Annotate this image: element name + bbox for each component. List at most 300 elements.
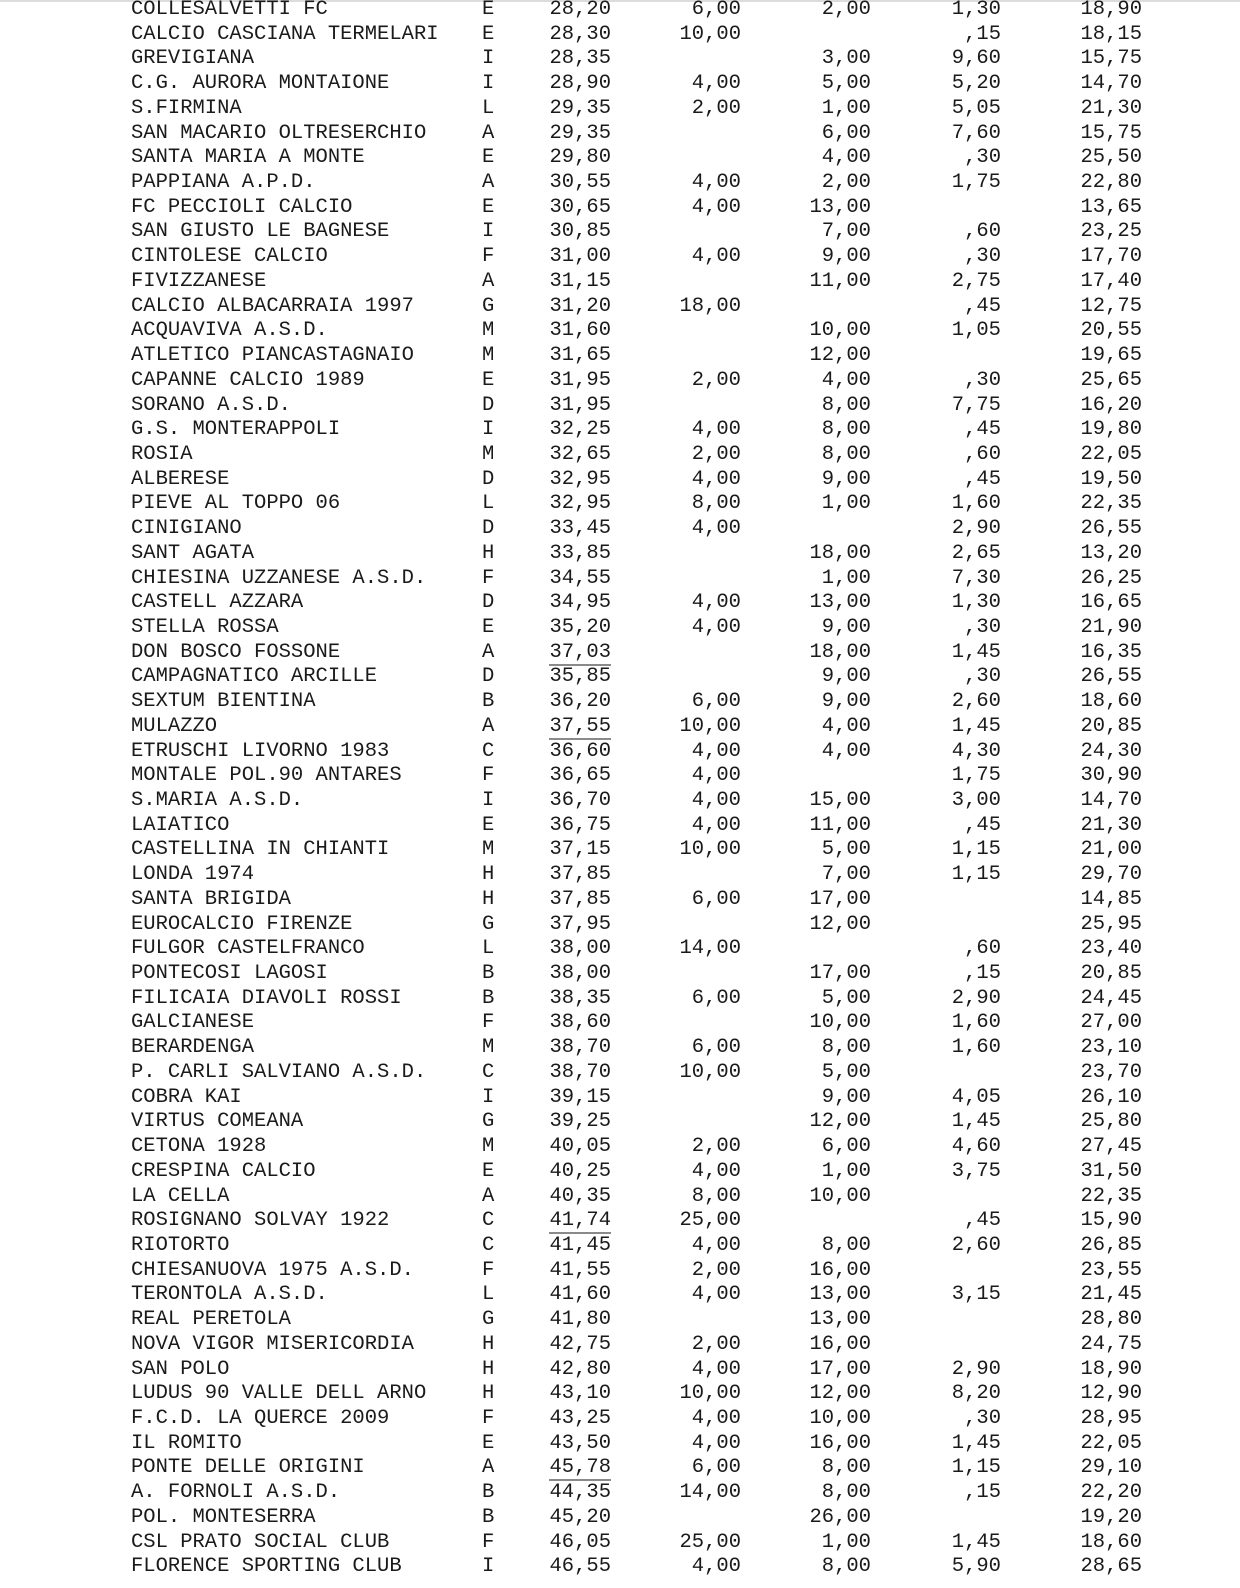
- value-col-4: 1,30: [951, 0, 1001, 21]
- value-col-1: 40,05: [549, 1135, 611, 1159]
- group-letter: G: [482, 1110, 495, 1134]
- value-col-5: 22,35: [1080, 492, 1142, 516]
- table-row: [0, 344, 1240, 369]
- team-name: CAPANNE CALCIO 1989: [131, 368, 365, 392]
- value-col-4: 1,15: [951, 838, 1001, 862]
- value-col-4: 1,60: [951, 1011, 1001, 1035]
- value-col-2: 4,00: [691, 739, 741, 763]
- value-col-1: 38,70: [549, 1036, 611, 1060]
- table-row: [0, 665, 1240, 690]
- value-col-4: 1,05: [951, 319, 1001, 343]
- team-name: CHIESINA UZZANESE A.S.D.: [131, 566, 427, 590]
- team-name: CHIESANUOVA 1975 A.S.D.: [131, 1258, 414, 1282]
- value-col-4: 1,15: [951, 863, 1001, 887]
- table-row: [0, 987, 1240, 1012]
- value-col-3: 4,00: [821, 739, 871, 763]
- table-row: [0, 468, 1240, 493]
- team-name: MONTALE POL.90 ANTARES: [131, 764, 402, 788]
- value-col-5: 28,80: [1080, 1308, 1142, 1332]
- team-name: SANTA BRIGIDA: [131, 887, 291, 911]
- group-letter: H: [482, 1357, 495, 1381]
- group-letter: M: [482, 838, 495, 862]
- value-col-1: 32,95: [549, 467, 611, 491]
- value-col-2: 2,00: [691, 1258, 741, 1282]
- value-col-5: 23,55: [1080, 1258, 1142, 1282]
- value-col-4: ,15: [964, 962, 1001, 986]
- value-col-2: 4,00: [691, 72, 741, 96]
- group-letter: M: [482, 319, 495, 343]
- value-col-2: 4,00: [691, 813, 741, 837]
- value-col-4: ,60: [964, 937, 1001, 961]
- table-row: [0, 122, 1240, 147]
- team-name: FC PECCIOLI CALCIO: [131, 195, 353, 219]
- value-col-3: 10,00: [809, 319, 871, 343]
- value-col-5: 26,55: [1080, 665, 1142, 689]
- table-row: [0, 0, 1240, 23]
- value-col-5: 19,50: [1080, 467, 1142, 491]
- value-col-3: 6,00: [821, 121, 871, 145]
- value-col-1: 31,95: [549, 393, 611, 417]
- value-col-5: 30,90: [1080, 764, 1142, 788]
- value-col-1: [546, 715, 611, 740]
- group-letter: A: [482, 1456, 495, 1480]
- table-row: [0, 1185, 1240, 1210]
- value-col-5: 18,90: [1080, 1357, 1142, 1381]
- value-col-4: 1,60: [951, 1036, 1001, 1060]
- group-letter: L: [482, 937, 495, 961]
- value-col-3: 9,00: [821, 665, 871, 689]
- value-col-4: 1,45: [951, 1110, 1001, 1134]
- value-col-1: 37,85: [549, 887, 611, 911]
- value-col-3: 16,00: [809, 1431, 871, 1455]
- value-col-5: 27,00: [1080, 1011, 1142, 1035]
- value-col-5: 20,55: [1080, 319, 1142, 343]
- table-row: [0, 690, 1240, 715]
- value-col-3: 3,00: [821, 47, 871, 71]
- team-name: C.G. AURORA MONTAIONE: [131, 72, 390, 96]
- value-col-3: 13,00: [809, 1283, 871, 1307]
- value-col-5: 16,20: [1080, 393, 1142, 417]
- value-col-4: 1,45: [951, 714, 1001, 738]
- value-col-4: ,45: [964, 813, 1001, 837]
- value-col-3: 16,00: [809, 1258, 871, 1282]
- value-col-1: 38,00: [549, 962, 611, 986]
- value-col-3: 11,00: [809, 813, 871, 837]
- value-col-1: 41,55: [549, 1258, 611, 1282]
- team-name: RIOTORTO: [131, 1233, 230, 1257]
- value-col-2: 6,00: [691, 690, 741, 714]
- value-col-2: 4,00: [691, 245, 741, 269]
- table-row: [0, 1456, 1240, 1481]
- value-col-1: 42,80: [549, 1357, 611, 1381]
- value-col-5: 18,90: [1080, 0, 1142, 21]
- value-col-5: 26,85: [1080, 1233, 1142, 1257]
- value-col-4: 1,45: [951, 1530, 1001, 1554]
- value-col-1: 39,25: [549, 1110, 611, 1134]
- value-col-3: 15,00: [809, 789, 871, 812]
- value-col-2: 6,00: [691, 0, 741, 21]
- value-col-2: 25,00: [679, 1209, 741, 1233]
- value-col-4: ,45: [964, 1209, 1001, 1233]
- table-row: [0, 1011, 1240, 1036]
- value-col-2: 4,00: [691, 1283, 741, 1307]
- group-letter: H: [482, 1382, 495, 1406]
- table-row: [0, 789, 1240, 814]
- value-col-5: 20,85: [1080, 714, 1142, 738]
- value-col-5: 15,75: [1080, 121, 1142, 145]
- value-col-5: 27,45: [1080, 1135, 1142, 1159]
- value-col-4: 2,90: [951, 1357, 1001, 1381]
- group-letter: F: [482, 1011, 495, 1035]
- value-col-3: 9,00: [821, 1085, 871, 1109]
- team-name: FLORENCE SPORTING CLUB: [131, 1555, 402, 1579]
- value-col-1: 38,00: [549, 937, 611, 961]
- value-col-4: 7,60: [951, 121, 1001, 145]
- value-col-3: 5,00: [821, 986, 871, 1010]
- value-col-5: 25,50: [1080, 146, 1142, 170]
- value-col-2: 14,00: [679, 937, 741, 961]
- value-col-1: 40,25: [549, 1159, 611, 1183]
- team-name: SORANO A.S.D.: [131, 393, 291, 417]
- value-col-5: 14,70: [1080, 789, 1142, 812]
- value-col-3: 10,00: [809, 1011, 871, 1035]
- group-letter: A: [482, 714, 495, 738]
- value-col-1: 28,20: [549, 0, 611, 21]
- value-col-5: 24,30: [1080, 739, 1142, 763]
- group-letter: E: [482, 195, 495, 219]
- value-col-5: 26,10: [1080, 1085, 1142, 1109]
- value-col-2: 6,00: [691, 1036, 741, 1060]
- team-name: FULGOR CASTELFRANCO: [131, 937, 365, 961]
- value-col-4: 1,30: [951, 591, 1001, 615]
- value-col-3: 4,00: [821, 368, 871, 392]
- value-col-4: 8,20: [951, 1382, 1001, 1406]
- group-letter: M: [482, 344, 495, 368]
- group-letter: I: [482, 418, 495, 442]
- team-name: G.S. MONTERAPPOLI: [131, 418, 341, 442]
- group-letter: M: [482, 1036, 495, 1060]
- value-col-2: 10,00: [679, 1060, 741, 1084]
- table-row: [0, 196, 1240, 221]
- group-letter: B: [482, 690, 495, 714]
- team-name: ROSIA: [131, 442, 193, 466]
- group-letter: L: [482, 1283, 495, 1307]
- team-name: GREVIGIANA: [131, 47, 255, 71]
- value-col-5: 12,75: [1080, 294, 1142, 318]
- value-col-3: 18,00: [809, 640, 871, 664]
- value-col-1: 38,35: [549, 986, 611, 1010]
- group-letter: H: [482, 541, 495, 565]
- value-col-2: 4,00: [691, 418, 741, 442]
- table-row: [0, 1333, 1240, 1358]
- table-row: [0, 1061, 1240, 1086]
- value-col-1: 31,15: [549, 269, 611, 293]
- value-col-4: 2,65: [951, 541, 1001, 565]
- value-col-3: 2,00: [821, 171, 871, 195]
- group-letter: G: [482, 294, 495, 318]
- value-col-2: 4,00: [691, 1159, 741, 1183]
- value-col-5: 12,90: [1080, 1382, 1142, 1406]
- group-letter: F: [482, 1406, 495, 1430]
- value-col-1: 46,05: [549, 1530, 611, 1554]
- group-letter: E: [482, 368, 495, 392]
- value-col-2: 25,00: [679, 1530, 741, 1554]
- underlined-value: 37,03: [549, 640, 611, 664]
- value-col-1: 34,55: [549, 566, 611, 590]
- value-col-5: 25,80: [1080, 1110, 1142, 1134]
- value-col-5: 21,45: [1080, 1283, 1142, 1307]
- value-col-2: 4,00: [691, 764, 741, 788]
- value-col-3: 5,00: [821, 1060, 871, 1084]
- value-col-3: 1,00: [821, 1530, 871, 1554]
- team-name: PONTE DELLE ORIGINI: [131, 1456, 365, 1480]
- value-col-3: 10,00: [809, 1406, 871, 1430]
- team-name: CRESPINA CALCIO: [131, 1159, 316, 1183]
- value-col-4: ,30: [964, 1406, 1001, 1430]
- value-col-3: 10,00: [809, 1184, 871, 1208]
- value-col-3: 1,00: [821, 96, 871, 120]
- value-col-3: 9,00: [821, 467, 871, 491]
- value-col-4: 2,60: [951, 1233, 1001, 1257]
- underlined-value: 41,74: [549, 1209, 611, 1233]
- value-col-5: 18,60: [1080, 690, 1142, 714]
- group-letter: C: [482, 739, 495, 763]
- value-col-5: 21,30: [1080, 96, 1142, 120]
- table-row: [0, 295, 1240, 320]
- group-letter: D: [482, 591, 495, 615]
- team-name: NOVA VIGOR MISERICORDIA: [131, 1332, 414, 1356]
- group-letter: F: [482, 1530, 495, 1554]
- group-letter: I: [482, 72, 495, 96]
- value-col-4: 1,75: [951, 171, 1001, 195]
- value-col-5: 13,20: [1080, 541, 1142, 565]
- table-row: [0, 369, 1240, 394]
- table-row: [0, 72, 1240, 97]
- value-col-5: 22,05: [1080, 442, 1142, 466]
- team-name: FILICAIA DIAVOLI ROSSI: [131, 986, 402, 1010]
- group-letter: H: [482, 1332, 495, 1356]
- group-letter: F: [482, 245, 495, 269]
- value-col-2: 8,00: [691, 1184, 741, 1208]
- group-letter: C: [482, 1060, 495, 1084]
- team-name: LA CELLA: [131, 1184, 230, 1208]
- value-col-1: 31,95: [549, 368, 611, 392]
- group-letter: D: [482, 467, 495, 491]
- group-letter: H: [482, 887, 495, 911]
- value-col-3: 17,00: [809, 887, 871, 911]
- group-letter: E: [482, 615, 495, 639]
- value-col-3: 11,00: [809, 269, 871, 293]
- group-letter: B: [482, 986, 495, 1010]
- team-name: SAN POLO: [131, 1357, 230, 1381]
- table-row: [0, 567, 1240, 592]
- value-col-1: 43,10: [549, 1382, 611, 1406]
- value-col-1: 28,35: [549, 47, 611, 71]
- value-col-1: 41,60: [549, 1283, 611, 1307]
- value-col-4: 4,30: [951, 739, 1001, 763]
- value-col-4: 4,05: [951, 1085, 1001, 1109]
- value-col-3: 9,00: [821, 245, 871, 269]
- table-row: [0, 1234, 1240, 1259]
- value-col-5: 21,90: [1080, 615, 1142, 639]
- team-name: DON BOSCO FOSSONE: [131, 640, 341, 664]
- group-letter: A: [482, 269, 495, 293]
- value-col-1: 41,80: [549, 1308, 611, 1332]
- value-col-5: 13,65: [1080, 195, 1142, 219]
- value-col-1: 30,65: [549, 195, 611, 219]
- value-col-5: 16,35: [1080, 640, 1142, 664]
- team-name: BERARDENGA: [131, 1036, 255, 1060]
- value-col-2: 6,00: [691, 1456, 741, 1480]
- value-col-3: 12,00: [809, 1382, 871, 1406]
- value-col-5: 25,95: [1080, 912, 1142, 936]
- team-name: ROSIGNANO SOLVAY 1922: [131, 1209, 390, 1233]
- table-row: [0, 443, 1240, 468]
- value-col-3: 4,00: [821, 146, 871, 170]
- table-row: [0, 1555, 1240, 1580]
- team-name: ACQUAVIVA A.S.D.: [131, 319, 328, 343]
- value-col-2: 10,00: [679, 714, 741, 738]
- value-col-5: 17,70: [1080, 245, 1142, 269]
- team-name: IL ROMITO: [131, 1431, 242, 1455]
- value-col-4: ,45: [964, 294, 1001, 318]
- team-name: F.C.D. LA QUERCE 2009: [131, 1406, 390, 1430]
- value-col-3: 12,00: [809, 1110, 871, 1134]
- value-col-3: 8,00: [821, 1233, 871, 1257]
- value-col-3: 16,00: [809, 1332, 871, 1356]
- group-letter: A: [482, 121, 495, 145]
- value-col-1: 43,50: [549, 1431, 611, 1455]
- value-col-1: 36,60: [549, 739, 611, 763]
- team-name: CSL PRATO SOCIAL CLUB: [131, 1530, 390, 1554]
- group-letter: B: [482, 1481, 495, 1505]
- team-name: SANT AGATA: [131, 541, 255, 565]
- value-col-5: 14,70: [1080, 72, 1142, 96]
- value-col-5: 26,55: [1080, 517, 1142, 541]
- value-col-3: 13,00: [809, 1308, 871, 1332]
- underlined-value: 45,78: [549, 1456, 611, 1480]
- team-name: ETRUSCHI LIVORNO 1983: [131, 739, 390, 763]
- underlined-value: 37,55: [549, 714, 611, 738]
- value-col-5: 26,25: [1080, 566, 1142, 590]
- table-row: [0, 220, 1240, 245]
- group-letter: E: [482, 1431, 495, 1455]
- value-col-4: 5,05: [951, 96, 1001, 120]
- value-col-5: 28,65: [1080, 1555, 1142, 1579]
- value-col-1: 32,95: [549, 492, 611, 516]
- value-col-4: 5,90: [951, 1555, 1001, 1579]
- team-name: PONTECOSI LAGOSI: [131, 962, 328, 986]
- team-name: SAN MACARIO OLTRESERCHIO: [131, 121, 427, 145]
- value-col-5: 24,75: [1080, 1332, 1142, 1356]
- team-name: VIRTUS COMEANA: [131, 1110, 304, 1134]
- value-col-3: 8,00: [821, 1555, 871, 1579]
- group-letter: M: [482, 442, 495, 466]
- value-col-3: 8,00: [821, 442, 871, 466]
- table-row: [0, 1283, 1240, 1308]
- value-col-3: 8,00: [821, 1481, 871, 1505]
- value-col-4: 1,60: [951, 492, 1001, 516]
- value-col-3: 8,00: [821, 418, 871, 442]
- table-row: [0, 171, 1240, 196]
- team-name: CALCIO CASCIANA TERMELARI: [131, 22, 439, 46]
- value-col-1: 41,45: [549, 1233, 611, 1257]
- value-col-5: 14,85: [1080, 887, 1142, 911]
- group-letter: F: [482, 764, 495, 788]
- value-col-5: 23,25: [1080, 220, 1142, 244]
- value-col-1: [546, 641, 611, 666]
- value-col-5: 19,80: [1080, 418, 1142, 442]
- table-row: [0, 838, 1240, 863]
- value-col-2: 4,00: [691, 195, 741, 219]
- group-letter: F: [482, 566, 495, 590]
- value-col-4: ,45: [964, 418, 1001, 442]
- team-name: P. CARLI SALVIANO A.S.D.: [131, 1060, 427, 1084]
- value-col-4: 2,75: [951, 269, 1001, 293]
- team-name: S.FIRMINA: [131, 96, 242, 120]
- team-name: CALCIO ALBACARRAIA 1997: [131, 294, 414, 318]
- value-col-5: 15,75: [1080, 47, 1142, 71]
- value-col-1: 43,25: [549, 1406, 611, 1430]
- value-col-4: 1,15: [951, 1456, 1001, 1480]
- team-name: S.MARIA A.S.D.: [131, 789, 304, 812]
- group-letter: E: [482, 0, 495, 21]
- value-col-1: 37,95: [549, 912, 611, 936]
- table-row: [0, 1209, 1240, 1234]
- team-name: PAPPIANA A.P.D.: [131, 171, 316, 195]
- value-col-3: 8,00: [821, 1456, 871, 1480]
- table-row: [0, 641, 1240, 666]
- team-name: MULAZZO: [131, 714, 218, 738]
- value-col-3: 4,00: [821, 714, 871, 738]
- team-name: CASTELL AZZARA: [131, 591, 304, 615]
- group-letter: C: [482, 1209, 495, 1233]
- team-name: COLLESALVETTI FC: [131, 0, 328, 21]
- value-col-2: 2,00: [691, 96, 741, 120]
- team-name: PIEVE AL TOPPO 06: [131, 492, 341, 516]
- group-letter: H: [482, 863, 495, 887]
- value-col-5: 17,40: [1080, 269, 1142, 293]
- value-col-1: 36,20: [549, 690, 611, 714]
- value-col-4: 4,60: [951, 1135, 1001, 1159]
- group-letter: I: [482, 1085, 495, 1109]
- group-letter: F: [482, 1258, 495, 1282]
- value-col-3: 1,00: [821, 1159, 871, 1183]
- value-col-5: 21,30: [1080, 813, 1142, 837]
- group-letter: E: [482, 1159, 495, 1183]
- table-row: [0, 1531, 1240, 1556]
- team-name: ALBERESE: [131, 467, 230, 491]
- value-col-3: 5,00: [821, 838, 871, 862]
- value-col-1: 40,35: [549, 1184, 611, 1208]
- team-name: CASTELLINA IN CHIANTI: [131, 838, 390, 862]
- value-col-1: 37,85: [549, 863, 611, 887]
- value-col-1: 31,65: [549, 344, 611, 368]
- value-col-2: 6,00: [691, 887, 741, 911]
- value-col-1: 33,85: [549, 541, 611, 565]
- value-col-1: 28,30: [549, 22, 611, 46]
- value-col-1: 30,85: [549, 220, 611, 244]
- table-row: [0, 814, 1240, 839]
- value-col-2: 4,00: [691, 789, 741, 812]
- table-row: [0, 97, 1240, 122]
- group-letter: M: [482, 1135, 495, 1159]
- value-col-1: 35,85: [549, 665, 611, 689]
- value-col-1: 39,15: [549, 1085, 611, 1109]
- table-row: [0, 740, 1240, 765]
- value-col-3: 1,00: [821, 566, 871, 590]
- group-letter: E: [482, 813, 495, 837]
